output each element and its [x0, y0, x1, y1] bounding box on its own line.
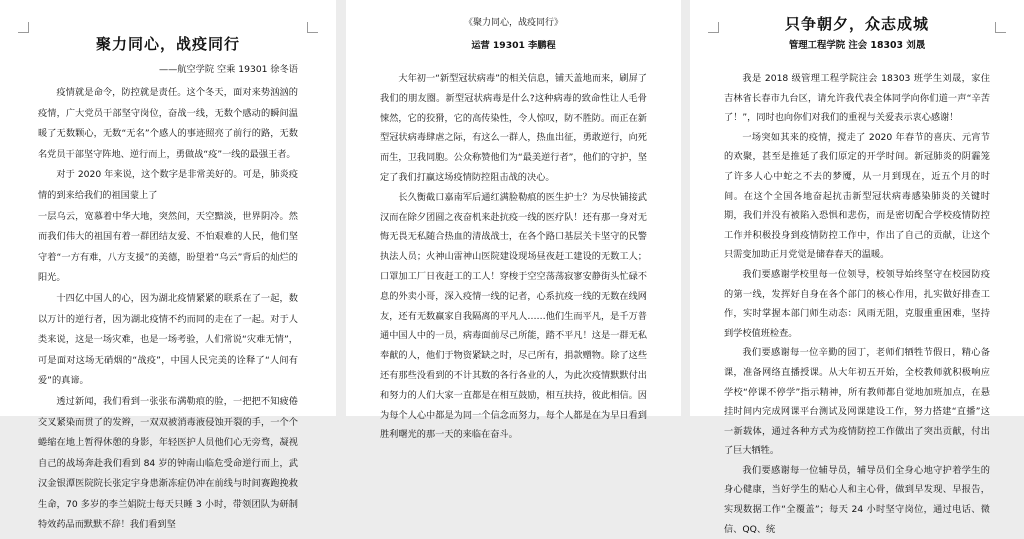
paragraph: 疫情就是命令，防控就是责任。这个冬天，面对来势汹汹的疫情，广大党员干部坚守岗位，奋战一线，无数个感动的瞬间温暖了无数颗心，无数“无名”个感人的事迹照亮了前行的路，无数名党员干部坚守阵地、逆行而上，勇做战“疫”一线的最强王者。 — [38, 87, 298, 160]
paragraph: 对于 2020 年来说，这个数字是非常美好的。可是，肺炎疫情的到来给我们的祖国蒙上了 — [38, 169, 298, 201]
paragraph: 十四亿中国人的心，因为湖北疫情紧紧的联系在了一起，数以万计的逆行者，因为湖北疫情不约而同的走在了一起。对于人类来说，这是一场灾难，也是一场考验，人们常说“灾难无情”，可是面对这场无硝烟的“战疫”，中国人民完美的诠释了“人间有爱”的真谛。 — [38, 292, 298, 387]
essay-body — [724, 69, 990, 539]
essay-body — [380, 69, 647, 445]
paragraph: 透过新闻，我们看到一张张布满勒痕的脸，一把把不知疲倦交叉紧染而贯了的发辫，一双双被消毒液侵蚀开裂的手，一个个蜷缩在地上暂得休憩的身影，年轻医护人员他们心无旁骛，凝视自己的战场奔赴我们看到 84 岁的钟南山临危受命逆行而上，武汉金银潭医院院长张定宇身患渐冻症仍冲在前线与时间赛跑挽救生命，70 多岁的李兰娟院士每天只睡 3 小时，带领团队为研制特效药品而默默不辞！我们看到坚 — [38, 395, 298, 531]
author-byline: ——航空学院 空乘 19301 徐冬语 — [158, 64, 298, 75]
paragraph: 大年初一“新型冠状病毒”的相关信息，铺天盖地而来，刷屏了我们的朋友圈。新型冠状病毒是什么?这种病毒的致命性让人毛骨悚然，它的狡猾，它的高传染性，令人惊叹，防不胜防。而正在新型冠状病毒肆虐之际，有这么一群人，热血出征，勇敢逆行，向死而生，卫我同胞。公众称赞他们为“最美逆行者”，他们的守护，坚定了我们打赢这场疫情防控阻击战的决心。 — [380, 73, 647, 183]
author-byline: 管理工程学院 注会 18303 刘晟 — [788, 40, 926, 51]
essay-title: 只争朝夕，众志成城 — [784, 15, 929, 33]
page-corner-mark — [18, 22, 29, 33]
paragraph: 长久衡截口嘉南军后通红满脸勒痕的医生护士？为尽快铺接武汉而在除夕团圆之夜奋机来赴抗疫一线的医疗队！还有那一身对无悔无畏无私随合热血的清战战士，在各个路口基层关卡坚守的民警执法人员；火神山雷神山医院建设现场昼夜赶工建设的无数工人；口罩加工厂日夜赶工的工人！穿梭于空空荡荡寂寥安静街头忙碌不息的外卖小哥，深入疫情一线的记者，心系抗疫一线的无数在线网友，还有无数赢家自我隔离的平凡人……他们生而平凡，是千万普通中国人中的一员，病毒面前尽己所能，踏不平凡！这是一群无私奉献的人，他们于物资紧缺之时，尽己所有，捐款赠物。除了这些还有那些没看到的不计其数的各行各业的人，为此次疫情默默付出和努力的人们大家一直都是在相互鼓励，相互扶持，彼此相信。因为每个人心中都是为同一个信念而努力，每个人都是在为早日看到胜利曙光的那一天的来临在奋斗。 — [380, 191, 647, 441]
paragraph: 一层乌云，宽慕着中华大地，突然间，天空黯淡，世界阴冷。然而我们伟大的祖国有着一群团结友爱、不怕艰难的人民，他们坚守着“一方有难，八方支援”的美德，盼望着“乌云”背后的灿烂的阳光。 — [38, 210, 298, 284]
paragraph: 我们要感谢每一位辛勤的园丁，老师们牺牲节假日，精心备课，准备网络直播授课。从大年初五开始，全校教师就积极响应学校“停课不停学”指示精神，所有教师都自觉地加班加点，在悬挂时间内完成网课平台测试及网课建设工作，努力搭建“直播”这一新载体，通过各种方式为疫情防控工作做出了突出贡献，付出了巨大牺牲。 — [724, 347, 990, 457]
page-corner-mark — [708, 22, 719, 33]
paragraph: 一场突如其来的疫情，搅走了 2020 年春节的喜庆、元宵节的欢聚，甚至是推延了我们原定的开学时间。新冠肺炎的阴霾笼了许多人心中蛇之不去的梦魇，从一月到现在，近五个月的时间。在这个全国各地奋起抗击新型冠状病毒感染肺炎的关键时期，我们并没有被陷入恐惧和悲伤，而是密切配合学校疫情防控工作并积极投身到疫情防控工作中，作出了自己的贡献，让这个只需变加助正月党觉是储春春天的温暖。 — [724, 131, 990, 261]
paragraph: 我们要感谢每一位辅导员，辅导员们全身心地守护着学生的身心健康，当好学生的贴心人和主心骨，做到早发现、早报告，实现数据工作“全覆盖”；每天 24 小时坚守岗位，通过电话、微信、QQ、统 — [724, 464, 990, 535]
essay-title: 《聚力同心，战疫同行》 — [463, 18, 563, 28]
author-byline: 运营 19301 李鹏程 — [471, 40, 556, 51]
page-corner-mark — [307, 22, 318, 33]
paragraph: 我是 2018 级管理工程学院注会 18303 班学生刘晟，家住吉林省长春市九台区，请允许我代表全体同学向你们道一声“辛苦了！”，同时也向你们对我们的重视与关爱表示衷心感谢！ — [724, 73, 990, 124]
document-page-1 — [0, 0, 336, 531]
document-page-2 — [346, 0, 681, 441]
essay-title: 聚力同心，战疫同行 — [95, 35, 240, 53]
document-page-3 — [690, 0, 1024, 535]
paragraph: 我们要感谢学校里每一位领导，校领导始终坚守在校园防疫的第一线，发挥好自身在各个部门的核心作用，扎实做好排查工作，实时掌握本部门师生动态：风雨无阻，克服重重困难，坚持到学校值班检查。 — [724, 268, 990, 339]
page-corner-mark — [995, 22, 1006, 33]
essay-body — [38, 83, 298, 536]
